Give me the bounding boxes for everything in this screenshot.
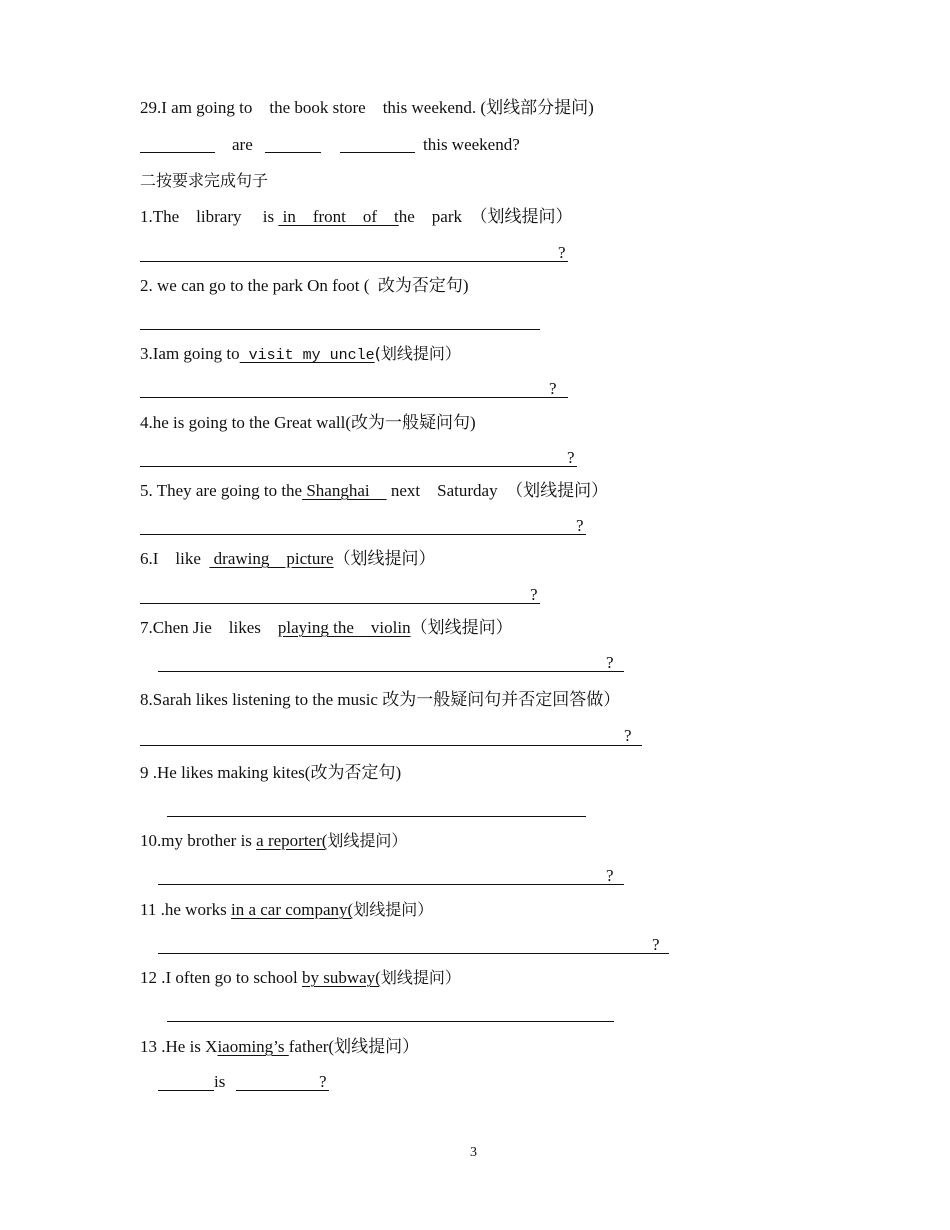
question-mark: ? bbox=[319, 1072, 327, 1091]
underlined-part: by subway( bbox=[301, 968, 381, 987]
question-9-prompt: 9 .He likes making kites(改为否定句) bbox=[140, 763, 402, 782]
answer-line[interactable] bbox=[158, 884, 624, 885]
underlined-part: visit my uncle bbox=[239, 347, 375, 364]
question-11-prompt: 11 .he works in a car company(划线提问） bbox=[140, 900, 434, 919]
question-1-prompt: 1.The library is in front of the park （划线提问） bbox=[140, 207, 573, 226]
section-title: 二按要求完成句子 bbox=[140, 171, 269, 190]
question-2-prompt: 2. we can go to the park On foot ( 改为否定句) bbox=[140, 276, 469, 295]
underlined-part: Shanghai bbox=[302, 481, 387, 500]
underlined-part: in a car company( bbox=[230, 900, 354, 919]
answer-line[interactable] bbox=[140, 745, 642, 746]
question-mark: ? bbox=[549, 379, 557, 398]
question-mark: ? bbox=[530, 585, 538, 604]
question-mark: ? bbox=[606, 866, 614, 885]
question-mark: ? bbox=[558, 243, 566, 262]
question-12-prompt: 12 .I often go to school by subway(划线提问） bbox=[140, 968, 461, 987]
question-13-prompt: 13 .He is Xiaoming’s father(划线提问） bbox=[140, 1037, 420, 1056]
answer-line[interactable] bbox=[140, 261, 568, 262]
underlined-part: iaoming’s bbox=[217, 1037, 289, 1056]
underlined-part: playing the violin bbox=[277, 618, 411, 637]
question-7-prompt: 7.Chen Jie likes playing the violin（划线提问） bbox=[140, 618, 513, 637]
answer-blank[interactable] bbox=[265, 152, 321, 153]
answer-line[interactable] bbox=[140, 603, 540, 604]
underlined-part: in front of t bbox=[278, 207, 399, 226]
answer-blank[interactable] bbox=[236, 1090, 329, 1091]
answer-blank[interactable] bbox=[140, 152, 215, 153]
answer-line[interactable] bbox=[140, 466, 577, 467]
answer-word-are: are bbox=[232, 135, 253, 154]
question-mark: ? bbox=[576, 516, 584, 535]
question-mark: ? bbox=[567, 448, 575, 467]
question-6-prompt: 6.I like drawing picture（划线提问） bbox=[140, 549, 436, 568]
answer-blank[interactable] bbox=[340, 152, 415, 153]
answer-tail-text: this weekend? bbox=[423, 135, 520, 154]
answer-line[interactable] bbox=[167, 1021, 614, 1022]
question-3-prompt: 3.Iam going to visit my uncle(划线提问） bbox=[140, 344, 461, 364]
answer-line[interactable] bbox=[158, 953, 669, 954]
question-5-prompt: 5. They are going to the Shanghai next Saturday （划线提问） bbox=[140, 481, 609, 500]
underlined-part: drawing picture bbox=[209, 549, 334, 568]
answer-word-is: is bbox=[214, 1072, 226, 1091]
question-4-prompt: 4.he is going to the Great wall(改为一般疑问句) bbox=[140, 413, 476, 432]
answer-line[interactable] bbox=[140, 329, 540, 330]
answer-blank[interactable] bbox=[158, 1090, 214, 1091]
question-10-prompt: 10.my brother is a reporter(划线提问） bbox=[140, 831, 408, 850]
question-29-prompt: 29.I am going to the book store this weekend. (划线部分提问) bbox=[140, 98, 594, 117]
page-number: 3 bbox=[470, 1145, 477, 1160]
answer-line[interactable] bbox=[158, 671, 624, 672]
underlined-part: a reporter( bbox=[256, 831, 328, 850]
answer-line[interactable] bbox=[140, 534, 586, 535]
question-mark: ? bbox=[652, 935, 660, 954]
question-mark: ? bbox=[606, 653, 614, 672]
answer-line[interactable] bbox=[140, 397, 568, 398]
question-8-prompt: 8.Sarah likes listening to the music 改为一般疑问句并否定回答做） bbox=[140, 690, 621, 709]
question-mark: ? bbox=[624, 726, 632, 745]
answer-line[interactable] bbox=[167, 816, 586, 817]
